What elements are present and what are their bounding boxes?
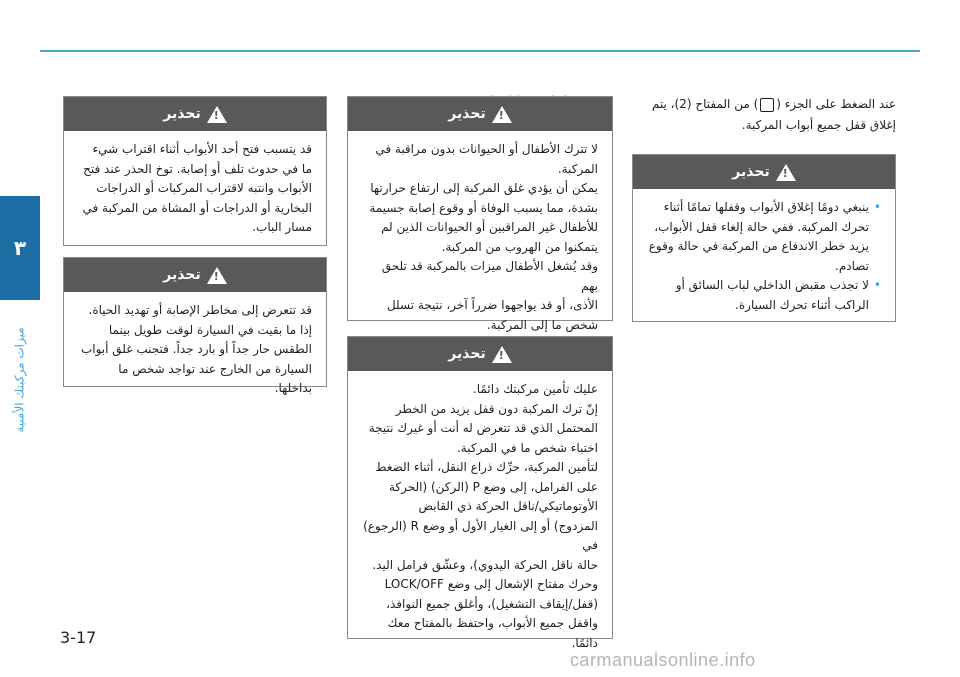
warning-line: البخارية أو الدراجات أو المشاة من المركبة في xyxy=(82,200,312,215)
warning-header xyxy=(64,97,326,131)
warning-line: الأبواب وانتبه لاقتراب المركبات أو الدراجات xyxy=(96,181,312,195)
warning-line: الأوتوماتيكي/ناقل الحركة ذي القابض xyxy=(418,499,598,513)
chapter-title xyxy=(0,300,40,460)
watermark-bottom: carmanualsonline.info xyxy=(570,650,756,670)
warning-line: (قفل/إيقاف التشغيل)، وأغلق جميع النوافذ، xyxy=(386,596,598,611)
lock-icon xyxy=(760,98,774,112)
warning-icon xyxy=(207,267,227,284)
warning-icon xyxy=(207,106,227,123)
warning-header xyxy=(64,258,326,292)
warning-line: عليك تأمين مركبتك دائمًا. xyxy=(472,382,598,396)
warning-box-opening-door xyxy=(63,96,327,246)
warning-line: على الفرامل، إلى وضع P (الركن) (الحركة xyxy=(388,479,598,494)
warning-line: شخص ما إلى المركبة. xyxy=(486,317,598,332)
warning-icon xyxy=(776,164,796,181)
warning-body xyxy=(348,131,612,343)
warning-line: دائمًا. xyxy=(571,635,598,650)
warning-icon xyxy=(492,106,512,123)
warning-line: اختباء شخص ما في المركبة. xyxy=(456,440,598,455)
warning-line: قد تتعرض إلى مخاطر الإصابة أو تهديد الحياة. xyxy=(88,303,312,317)
warning-line: إذا ما بقيت في السيارة لوقت طويل بينما xyxy=(108,322,312,337)
warning-line: يمكن أن يؤدي غلق المركبة إلى ارتفاع حرارتها xyxy=(370,181,598,195)
warning-title: تحذير xyxy=(448,346,486,362)
warning-line: إنّ ترك المركبة دون قفل يزيد من الخطر xyxy=(395,401,598,416)
chapter-number: ٣ xyxy=(13,236,27,260)
chapter-tab[interactable] xyxy=(0,196,40,300)
warning-line: السيارة من الخارج عند تواجد شخص ما بداخلها. xyxy=(118,361,312,395)
warning-body xyxy=(64,292,326,407)
warning-line: الطقس حار جداً أو بارد جداً. فتجنب غلق أبواب xyxy=(80,342,312,356)
warning-title: تحذير xyxy=(732,164,770,180)
intro-text-before: عند الضغط على الجزء ( xyxy=(776,97,896,111)
warning-line: مسار الباب. xyxy=(252,220,312,234)
warning-line: لتأمين المركبة، حرِّك ذراع النقل، أثناء الضغط xyxy=(375,460,598,474)
warning-line: حالة ناقل الحركة اليدوي)، وعشّق فرامل اليد. xyxy=(372,557,598,572)
warning-line: للأطفال غير المراقبين أو الحيوانات الذين لم xyxy=(381,220,598,234)
warning-title: تحذير xyxy=(448,106,486,122)
warning-header xyxy=(348,337,612,371)
warning-item: • لا تجذب مقبض الداخلي لباب السائق أو الراكب أثناء تحرك السيارة. xyxy=(647,276,881,315)
warning-line: بشدة، مما يسبب الوفاة أو وقوع إصابة جسيمة xyxy=(369,200,598,215)
warning-header xyxy=(348,97,612,131)
warning-box-secure-vehicle xyxy=(347,336,613,650)
warning-body xyxy=(348,371,612,661)
warning-body xyxy=(64,131,326,246)
warning-box-temperature xyxy=(63,257,327,395)
intro-text-after: ) من المفتاح (2)، يتم إغلاق قفل جميع أبواب المركبة. xyxy=(651,97,896,132)
warning-line: المحتمل الذي قد تتعرض له أنت أو غيرك نتيجة xyxy=(368,421,598,435)
warning-title: تحذير xyxy=(163,106,201,122)
warning-item: • ينبغي دومًا إغلاق الأبواب وقفلها تمامًا أثناء تحرك المركبة. ففي حالة إلغاء قفل الأبواب، يزيد خطر الاندفاع من المركبة في حالة وقوع تصادم. xyxy=(647,198,881,276)
warning-title: تحذير xyxy=(163,267,201,283)
header-rule xyxy=(40,50,920,52)
warning-line: وحرك مفتاح الإشعال إلى وضع LOCK/OFF xyxy=(384,577,598,591)
warning-line: الأذى، أو قد يواجهوا ضرراً آخر، نتيجة تسلل xyxy=(386,298,598,312)
warning-line: قد يتسبب فتح أحد الأبواب أثناء اقتراب شيء xyxy=(92,142,312,156)
chapter-title-text: ميزات مركبتك الأمنية xyxy=(13,327,28,433)
warning-body xyxy=(633,189,895,323)
warning-box-children-pets xyxy=(347,96,613,332)
warning-line: وقد يُشغل الأطفال ميزات بالمركبة قد تلحق بهم xyxy=(381,259,598,293)
page-number: 3-17 xyxy=(60,628,97,647)
intro-paragraph xyxy=(630,94,896,136)
warning-line: واقفل جميع الأبواب، واحتفظ بالمفتاح معك xyxy=(387,616,598,630)
warning-line: المزدوج) أو إلى الغيار الأول أو وضع R (الرجوع) في xyxy=(363,518,598,552)
warning-line: يتمكنوا من الهروب من المركبة. xyxy=(441,239,598,254)
warning-box-door-lock-driving xyxy=(632,154,896,322)
warning-header xyxy=(633,155,895,189)
warning-line: لا تترك الأطفال أو الحيوانات بدون مراقبة في xyxy=(375,142,598,156)
warning-line: المركبة. xyxy=(557,161,598,176)
warning-line: ما في حدوث تلف أو إصابة. توخ الحذر عند فتح xyxy=(83,161,312,176)
warning-icon xyxy=(492,346,512,363)
